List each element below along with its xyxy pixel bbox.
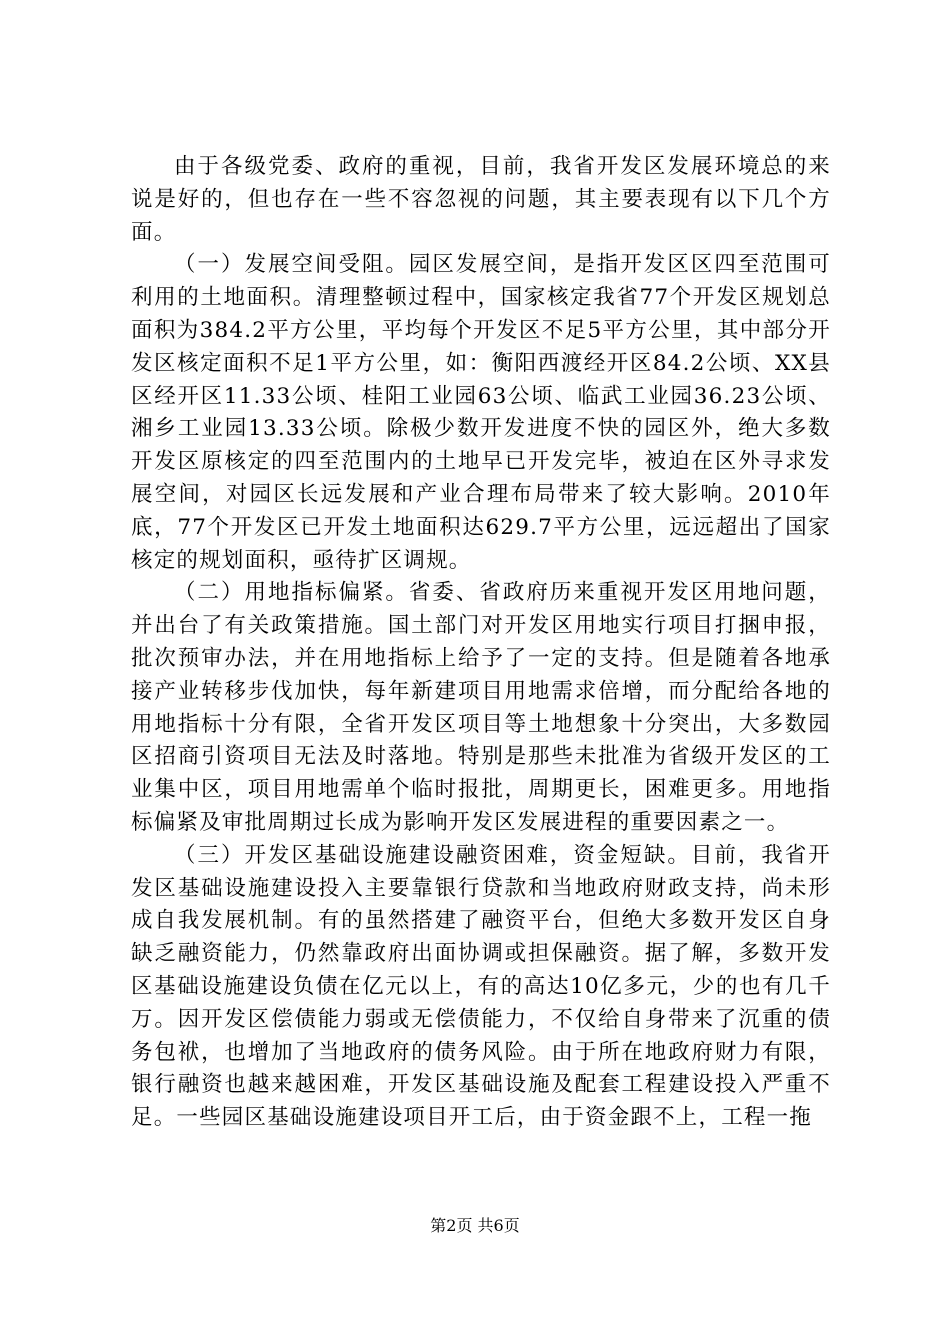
page-total: 共6页 — [477, 1216, 520, 1235]
page-footer — [0, 1216, 950, 1236]
paragraph-development-space: （一）发展空间受阻。园区发展空间，是指开发区区四至范围可利用的土地面积。清理整顿过程中，国家核定我省77个开发区规划总面积为384.2平方公里，平均每个开发区不足5平方公里，其中部分开发区核定面积不足1平方公里，如：衡阳西渡经开区84.2公顷、XX县区经开区11.33公顷、桂阳工业园63公顷、临武工业园36.23公顷、湘乡工业园13.33公顷。除极少数开发进度不快的园区外，绝大多数开发区原核定的四至范围内的土地早已开发完毕，被迫在区外寻求发展空间，对园区长远发展和产业合理布局带来了较大影响。2010年底，77个开发区已开发土地面积达629.7平方公里，远远超出了国家核定的规划面积，亟待扩区调规。 — [131, 252, 831, 573]
paragraph-infrastructure-financing: （三）开发区基础设施建设融资困难，资金短缺。目前，我省开发区基础设施建设投入主要靠银行贷款和当地政府财政支持，尚未形成自我发展机制。有的虽然搭建了融资平台，但绝大多数开发区自身缺乏融资能力，仍然靠政府出面协调或担保融资。据了解，多数开发区基础设施建设负债在亿元以上，有的高达10亿多元，少的也有几千万。因开发区偿债能力弱或无偿债能力，不仅给自身带来了沉重的债务包袱，也增加了当地政府的债务风险。由于所在地政府财力有限，银行融资也越来越困难，开发区基础设施及配套工程建设投入严重不足。一些园区基础设施建设项目开工后，由于资金跟不上，工程一拖 — [131, 842, 831, 1131]
page-number: 第2页 — [430, 1216, 473, 1235]
document-body — [131, 151, 831, 1135]
paragraph-intro: 由于各级党委、政府的重视，目前，我省开发区发展环境总的来说是好的，但也存在一些不容忽视的问题，其主要表现有以下几个方面。 — [131, 154, 831, 245]
paragraph-land-quota: （二）用地指标偏紧。省委、省政府历来重视开发区用地问题，并出台了有关政策措施。国土部门对开发区用地实行项目打捆申报，批次预审办法，并在用地指标上给予了一定的支持。但是随着各地承接产业转移步伐加快，每年新建项目用地需求倍增，而分配给各地的用地指标十分有限，全省开发区项目等土地想象十分突出，大多数园区招商引资项目无法及时落地。特别是那些未批准为省级开发区的工业集中区，项目用地需单个临时报批，周期更长，困难更多。用地指标偏紧及审批周期过长成为影响开发区发展进程的重要因素之一。 — [131, 580, 831, 835]
